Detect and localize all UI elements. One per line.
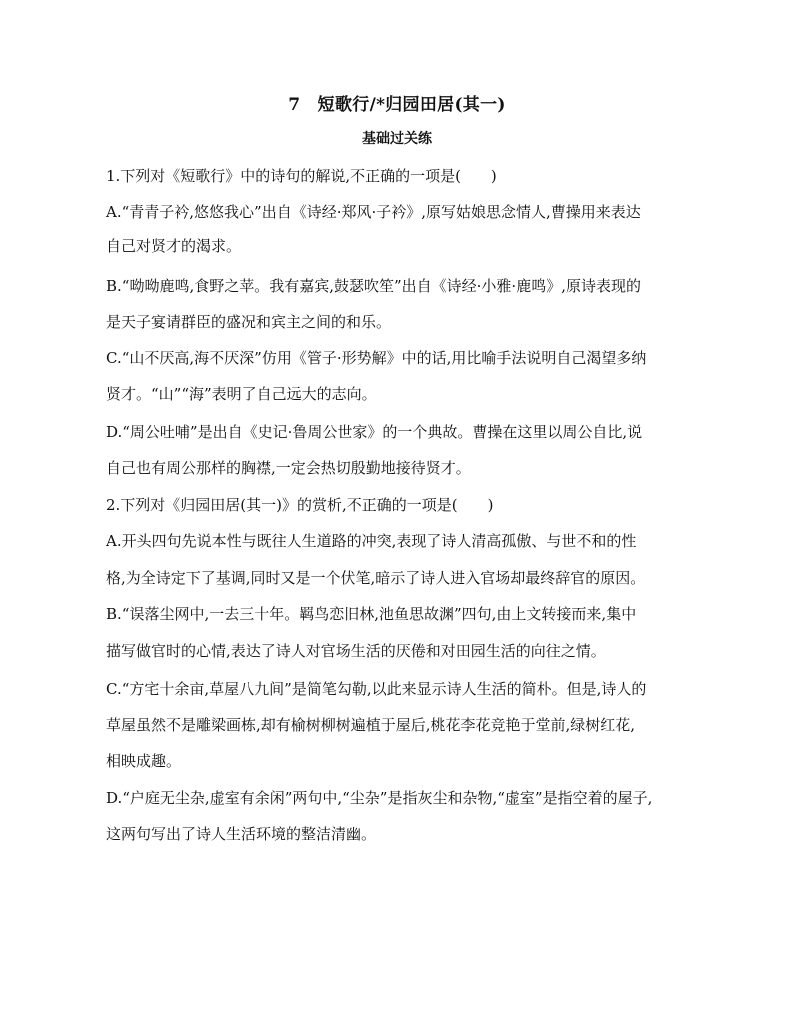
question-2-option-d-line-2: 这两句写出了诗人生活环境的整洁清幽。 (106, 825, 377, 843)
page-title: 7 短歌行/*归园田居(其一) (288, 95, 506, 115)
question-1-option-b-line-1: B.“呦呦鹿鸣,食野之苹。我有嘉宾,鼓瑟吹笙”出自《诗经·小雅·鹿鸣》,原诗表现的 (106, 277, 641, 295)
section-heading: 基础过关练 (362, 131, 432, 147)
question-2-option-a-line-2: 格,为全诗定下了基调,同时又是一个伏笔,暗示了诗人进入官场却最终辞官的原因。 (106, 569, 646, 587)
question-1-option-c-line-1: C.“山不厌高,海不厌深”仿用《管子·形势解》中的话,用比喻手法说明自己渴望多纳 (106, 349, 647, 367)
question-2-option-c-line-1: C.“方宅十余亩,草屋八九间”是简笔勾勒,以此来显示诗人生活的简朴。但是,诗人的 (106, 680, 647, 698)
question-2-option-c-line-3: 相映成趣。 (106, 752, 182, 770)
question-1-option-d-line-2: 自己也有周公那样的胸襟,一定会热切殷勤地接待贤才。 (106, 459, 471, 477)
question-1-option-c-line-2: 贤才。“山”“海”表明了自己远大的志向。 (106, 385, 377, 403)
question-1-option-a-line-1: A.“青青子衿,悠悠我心”出自《诗经·郑风·子衿》,原写姑娘思念情人,曹操用来表达 (106, 203, 641, 221)
question-1-option-b-line-2: 是天子宴请群臣的盛况和宾主之间的和乐。 (106, 313, 392, 331)
question-1-option-d-line-1: D.“周公吐哺”是出自《史记·鲁周公世家》的一个典故。曹操在这里以周公自比,说 (106, 423, 643, 441)
question-2-option-b-line-1: B.“误落尘网中,一去三十年。羁鸟恋旧林,池鱼思故渊”四句,由上文转接而来,集中 (106, 605, 637, 623)
question-2-stem: 2.下列对《归园田居(其一)》的赏析,不正确的一项是( ) (106, 496, 494, 514)
question-1-stem: 1.下列对《短歌行》中的诗句的解说,不正确的一项是( ) (106, 167, 497, 185)
question-2-option-d-line-1: D.“户庭无尘杂,虚室有余闲”两句中,“尘杂”是指灰尘和杂物,“虚室”是指空着的屋子, (106, 789, 653, 807)
question-2-option-b-line-2: 描写做官时的心情,表达了诗人对官场生活的厌倦和对田园生活的向往之情。 (106, 642, 606, 660)
question-2-option-a-line-1: A.开头四句先说本性与既往人生道路的冲突,表现了诗人清高孤傲、与世不和的性 (106, 532, 637, 550)
question-2-option-c-line-2: 草屋虽然不是雕梁画栋,却有榆树柳树遍植于屋后,桃花李花竞艳于堂前,绿树红花, (106, 716, 636, 734)
question-1-option-a-line-2: 自己对贤才的渴求。 (106, 237, 242, 255)
